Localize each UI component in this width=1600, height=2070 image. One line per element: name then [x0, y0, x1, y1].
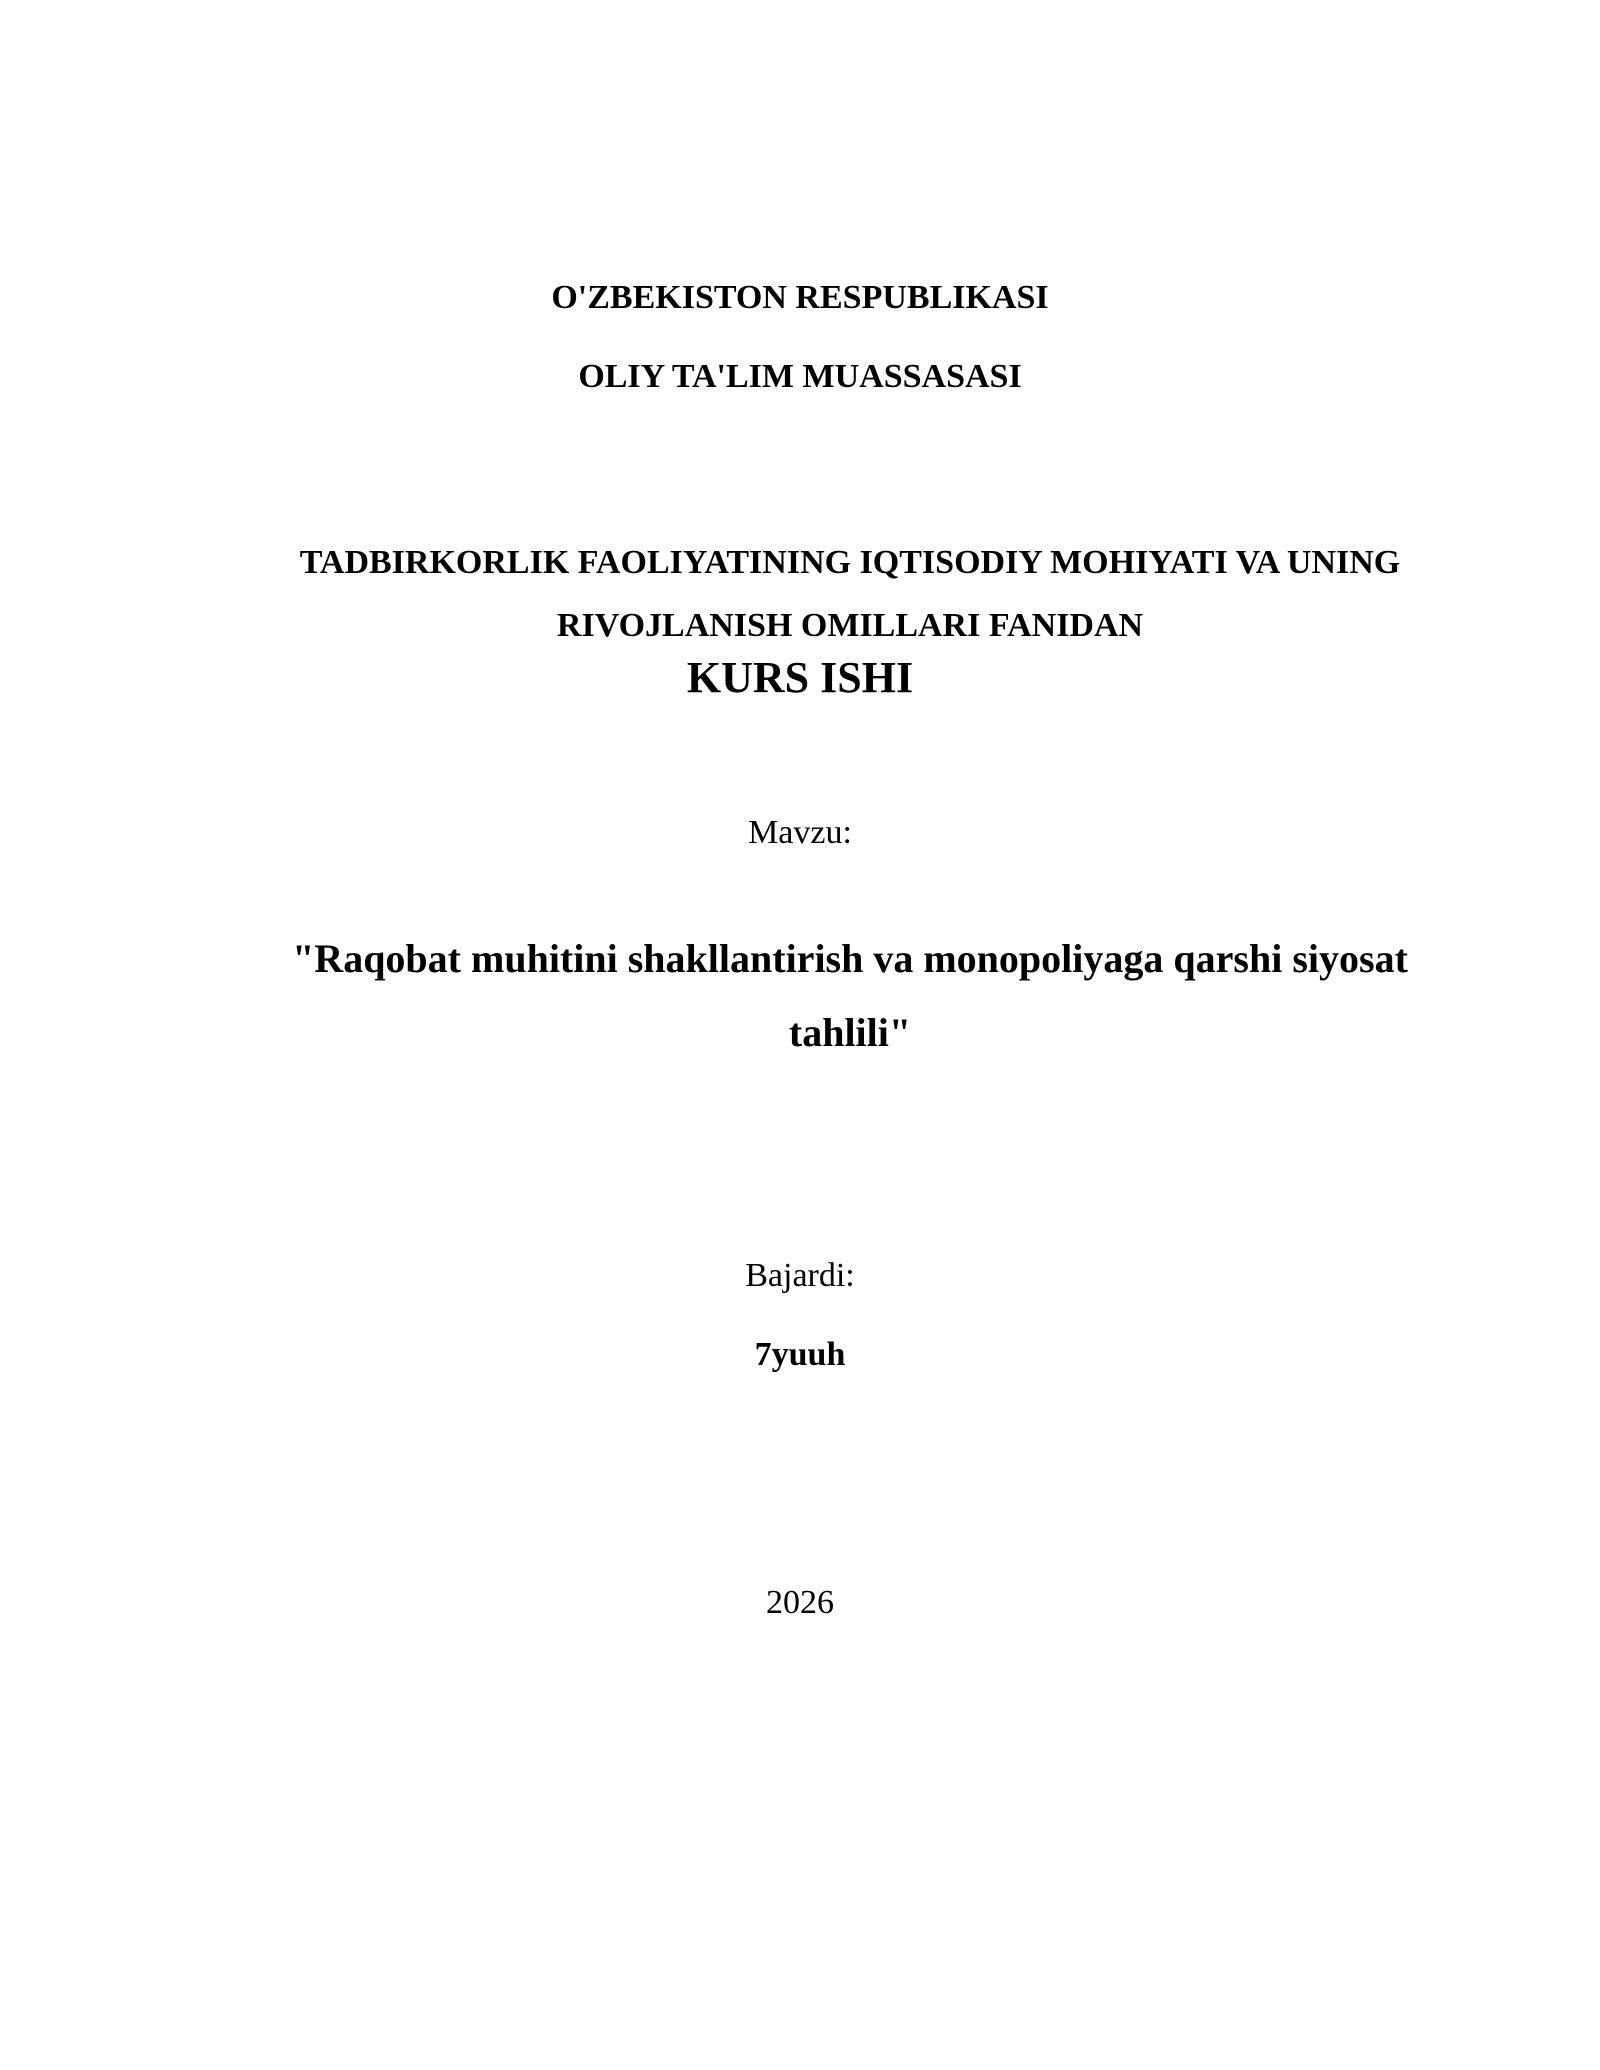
author-name: 7yuuh — [754, 1336, 846, 1373]
work-type-title: KURS ISHI — [686, 653, 914, 702]
topic-label: Mavzu: — [748, 814, 852, 851]
subject-title: TADBIRKORLIK FAOLIYATINING IQTISODIY MOHIYATI VA UNING RIVOJLANISH OMILLARI FANIDAN — [299, 544, 1401, 644]
author-label: Bajardi: — [745, 1257, 855, 1294]
institution-heading: OLIY TA'LIM MUASSASASI — [578, 358, 1022, 395]
year: 2026 — [766, 1584, 834, 1621]
country-heading: O'ZBEKISTON RESPUBLIKASI — [551, 279, 1049, 316]
topic-title: "Raqobat muhitini shakllantirish va monopoliyaga qarshi siyosat tahlili" — [292, 936, 1408, 1055]
